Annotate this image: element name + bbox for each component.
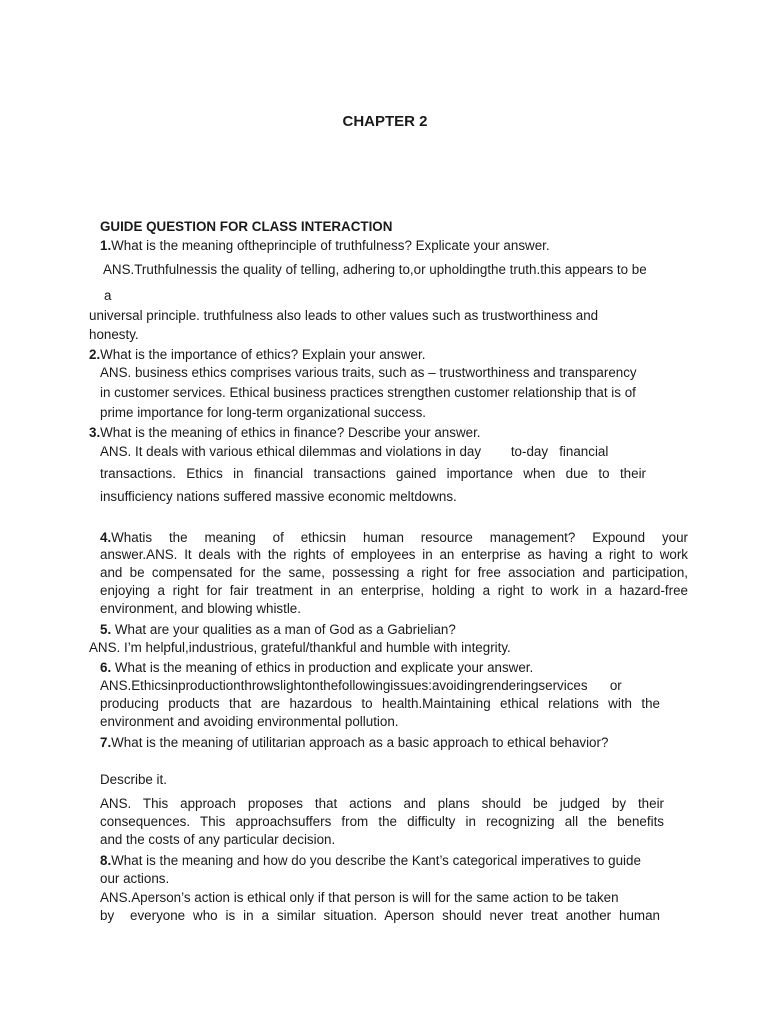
question-text: What is the importance of ethics? Explain your answer.	[100, 347, 426, 362]
answer-8-line: by everyone who is in a similar situation. Aperson should never treat another human	[100, 908, 660, 923]
answer-3-line: ANS. It deals with various ethical dilemmas and violations in day to-day financial	[100, 444, 609, 459]
answer-1-line: ANS.Truthfulnessis the quality of telling, adhering to,or upholdingthe truth.this appears to be	[103, 262, 647, 277]
question-number: 3.	[89, 425, 101, 440]
question-4-line: enjoying a right for fair treatment in an enterprise, holding a right to work in a hazard-free	[100, 583, 688, 598]
answer-5: ANS. I’m helpful,industrious, grateful/thankful and humble with integrity.	[89, 640, 511, 655]
question-number: 2.	[89, 347, 101, 362]
question-7-cont: Describe it.	[100, 772, 167, 787]
question-text: What is the meaning of ethics in finance? Describe your answer.	[100, 425, 481, 440]
chapter-title: CHAPTER 2	[342, 113, 428, 130]
question-4	[100, 529, 688, 546]
question-number: 5.	[100, 622, 112, 637]
question-4-line: answer.ANS. It deals with the rights of employees in an enterprise as having a right to work	[100, 547, 688, 562]
question-number: 6.	[100, 660, 112, 675]
question-number: 7.	[100, 735, 112, 750]
question-number: 4.	[100, 530, 112, 545]
question-text: What is the meaning oftheprinciple of truthfulness? Explicate your answer.	[111, 238, 550, 253]
question-2	[89, 346, 425, 363]
question-number: 8.	[100, 853, 112, 868]
question-8	[100, 852, 641, 869]
answer-6-line: environment and avoiding environmental pollution.	[100, 714, 399, 729]
question-3	[89, 424, 481, 441]
answer-1-line: universal principle. truthfulness also leads to other values such as trustworthiness and	[89, 308, 599, 323]
question-text: What is the meaning of utilitarian approach as a basic approach to ethical behavior?	[111, 735, 609, 750]
question-4-line: and be compensated for the same, possessing a right for free association and participation,	[100, 565, 688, 580]
question-text: What is the meaning of ethics in production and explicate your answer.	[111, 660, 534, 675]
question-6	[100, 659, 533, 676]
question-5	[100, 621, 456, 638]
answer-2-line: prime importance for long-term organizational success.	[100, 405, 426, 420]
answer-2-line: in customer services. Ethical business practices strengthen customer relationship that is of	[100, 385, 636, 400]
answer-7-line: and the costs of any particular decision.	[100, 832, 336, 847]
answer-1-line: a	[104, 288, 112, 303]
answer-3-line: transactions. Ethics in financial transactions gained importance when due to their	[100, 466, 646, 481]
question-1	[100, 237, 550, 254]
answer-1-line: honesty.	[89, 327, 139, 342]
question-text: What are your qualities as a man of God as a Gabrielian?	[111, 622, 456, 637]
question-4-line: environment, and blowing whistle.	[100, 601, 301, 616]
question-text: Whatis the meaning of ethicsin human resource management? Expound your	[111, 530, 688, 545]
answer-7-line: consequences. This approachsuffers from the difficulty in recognizing all the benefits	[100, 814, 664, 829]
answer-3-line: insufficiency nations suffered massive economic meltdowns.	[100, 489, 457, 504]
answer-8-line: ANS.Aperson’s action is ethical only if that person is will for the same action to be taken	[100, 890, 619, 905]
answer-2-line: ANS. business ethics comprises various traits, such as – trustworthiness and transparency	[100, 365, 637, 380]
answer-6-line: ANS.Ethicsinproductionthrowslightonthefollowingissues:avoidingrenderingservices or	[100, 678, 622, 693]
question-number: 1.	[100, 238, 112, 253]
question-7	[100, 734, 608, 751]
question-8-cont: our actions.	[100, 871, 170, 886]
question-text: What is the meaning and how do you describe the Kant’s categorical imperatives to guide	[111, 853, 641, 868]
section-heading: GUIDE QUESTION FOR CLASS INTERACTION	[100, 219, 393, 234]
answer-7-line: ANS. This approach proposes that actions and plans should be judged by their	[100, 796, 664, 811]
answer-6-line: producing products that are hazardous to health.Maintaining ethical relations with the	[100, 696, 660, 711]
